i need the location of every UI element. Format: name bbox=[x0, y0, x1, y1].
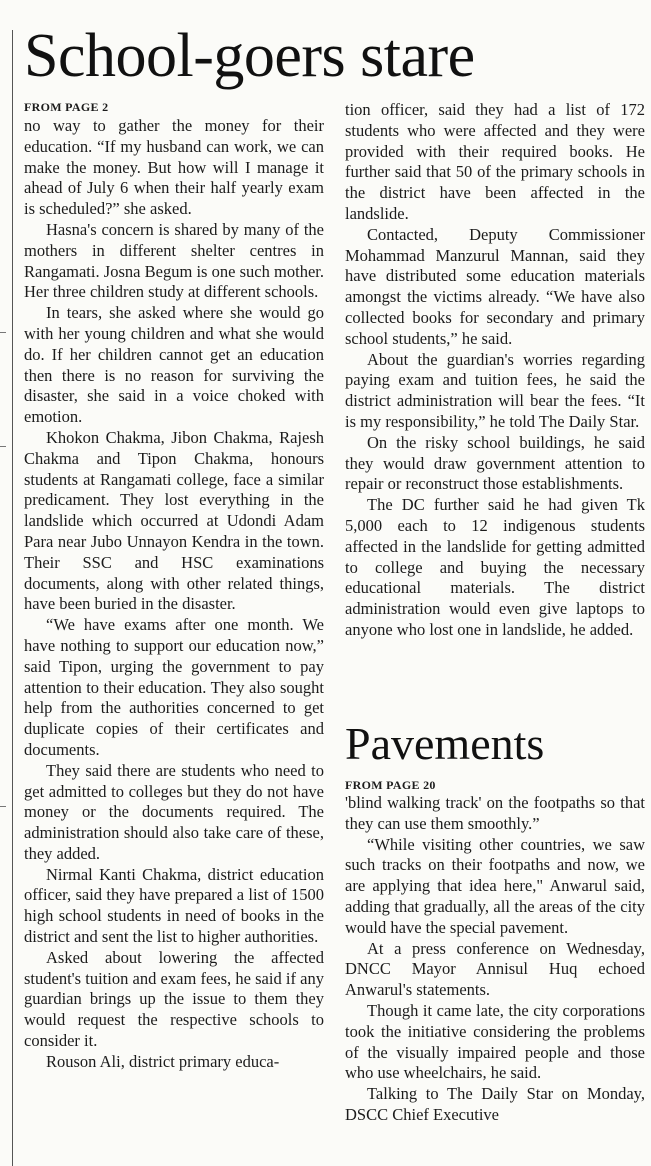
margin-mark bbox=[0, 332, 6, 333]
paragraph: Hasna's concern is shared by many of the mothers in different shelter centres in Rangamati. Josna Begum is one such mother. Her three children study at different schools. bbox=[24, 219, 324, 302]
paragraph: Contacted, Deputy Commissioner Mohammad Manzurul Mannan, said they have distributed some education materials amongst the victims already. “We have also collected books for secondary and primary school students,” he said. bbox=[345, 224, 645, 348]
paragraph: Rouson Ali, district primary educa- bbox=[46, 1051, 280, 1071]
article-column-2 bbox=[345, 100, 645, 641]
margin-mark bbox=[0, 806, 6, 807]
paragraph: no way to gather the money for their education. “If my husband can work, we can make the money. But how will I manage it ahead of July 6 when their half yearly exam is scheduled?” she asked. bbox=[24, 116, 324, 219]
jump-kicker: FROM PAGE 2 bbox=[24, 100, 109, 114]
column-rule bbox=[12, 30, 13, 1166]
margin-mark bbox=[0, 446, 6, 447]
paragraph: At a press conference on Wednesday, DNCC Mayor Annisul Huq echoed Anwarul's statements. bbox=[345, 938, 645, 1000]
paragraph: “While visiting other countries, we saw such tracks on their footpaths and now, we are applying that idea here," Anwarul said, adding that gradually, all the areas of the city would have the special pavement. bbox=[345, 834, 645, 937]
article-column-1 bbox=[24, 116, 324, 1073]
paragraph: Talking to The Daily Star on Monday, DSCC Chief Executive bbox=[345, 1084, 645, 1124]
paragraph: The DC further said he had given Tk 5,000 each to 12 indigenous students affected in the landslide for getting admitted to college and buying the necessary educational materials. The district administration would even give laptops to anyone who lost one in landslide, he added. bbox=[345, 495, 645, 639]
paragraph: In tears, she asked where she would go with her young children and what she would do. If her children cannot get an education then there is no reason for surviving the disaster, she said in a voice choked with emotion. bbox=[24, 303, 324, 427]
paragraph: About the guardian's worries regarding paying exam and tuition fees, he said the district administration will bear the fees. “It is my responsibility,” he told The Daily Star. bbox=[345, 349, 645, 431]
paragraph: Nirmal Kanti Chakma, district education officer, said they have prepared a list of 1500 high school students in need of books in the district and sent the list to higher authorities. bbox=[24, 864, 324, 947]
paragraph: Khokon Chakma, Jibon Chakma, Rajesh Chakma and Tipon Chakma, honours students at Rangamati college, face a similar predicament. They lost everything in the landslide which occurred at Udondi Adam Para near Jubo Unnayon Kendra in the town. Their SSC and HSC examinations documents, along with other related things, have been buried in the disaster. bbox=[24, 427, 324, 614]
paragraph: Asked about lowering the affected student's tuition and exam fees, he said if any guardian brings up the issue to them they would request the respective schools to consider it. bbox=[24, 947, 324, 1051]
second-article-headline: Pavements bbox=[345, 718, 545, 769]
paragraph: They said there are students who need to get admitted to colleges but they do not have money or the documents required. The administration should also take care of these, they added. bbox=[24, 760, 324, 863]
paragraph: On the risky school buildings, he said they would draw government attention to repair or reconstruct those establishments. bbox=[345, 432, 645, 494]
second-article-column bbox=[345, 793, 645, 1126]
paragraph: Though it came late, the city corporations took the initiative considering the problems of the visually impaired people and those who use wheelchairs, he said. bbox=[345, 1000, 645, 1083]
second-jump-kicker: FROM PAGE 20 bbox=[345, 778, 436, 792]
paragraph: 'blind walking track' on the footpaths so that they can use them smoothly.” bbox=[345, 793, 645, 833]
paragraph: “We have exams after one month. We have nothing to support our education now,” said Tipon, urging the government to pay attention to their education. They also sought help from the authorities concerned to get duplicate copies of their certificates and documents. bbox=[24, 615, 324, 759]
paragraph: tion officer, said they had a list of 172 students who were affected and they were provided with their required books. He further said that 50 of the primary schools in the district have been affected in the landslide. bbox=[345, 100, 645, 223]
article-headline: School-goers stare bbox=[24, 22, 475, 90]
